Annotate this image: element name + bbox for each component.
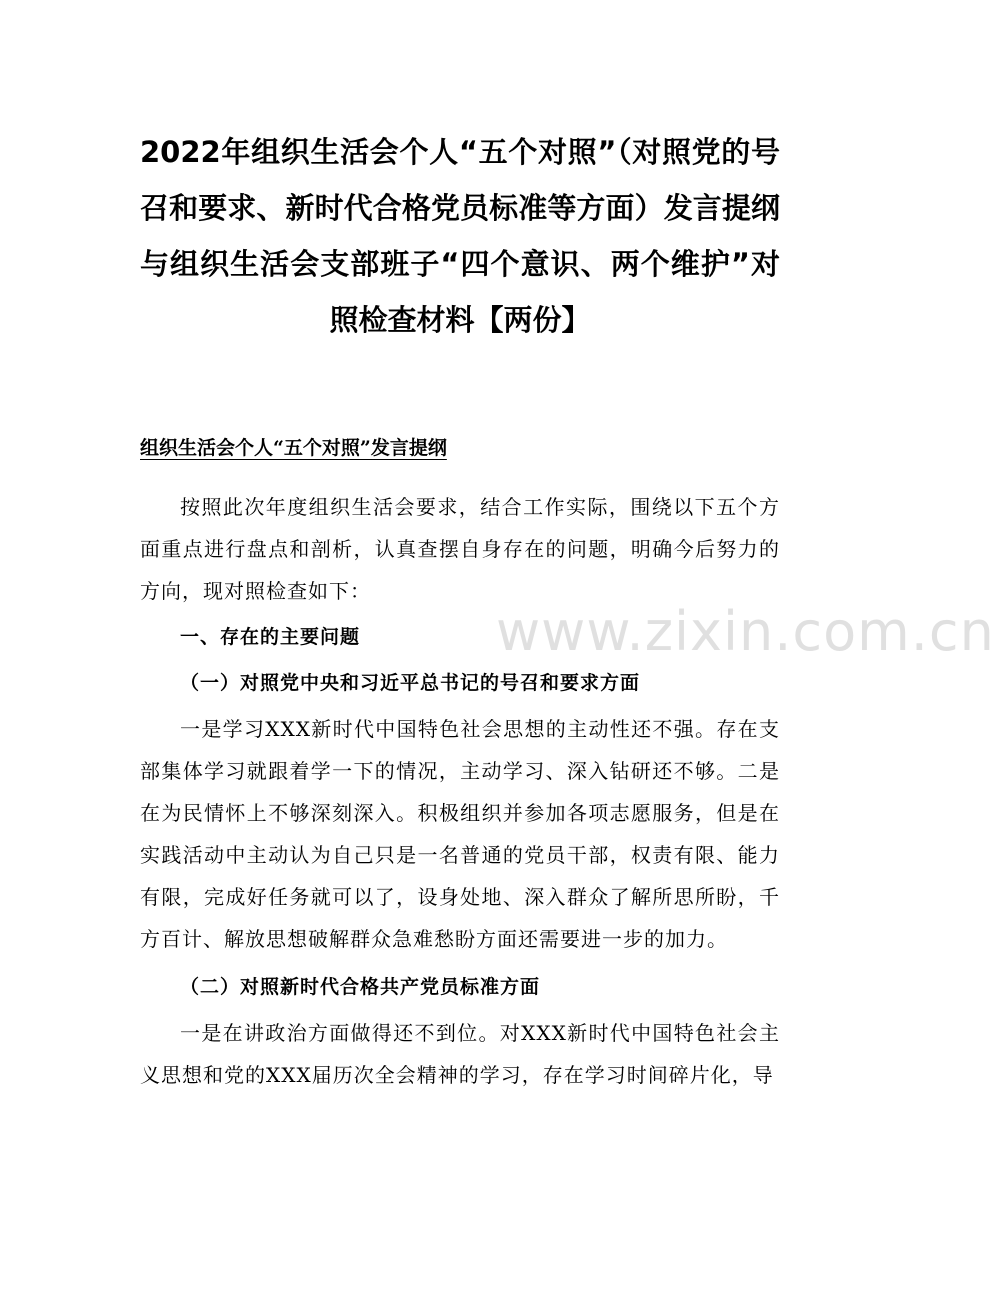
section-heading: 组织生活会个人“五个对照”发言提纲 [140,437,447,459]
document-title: 2022年组织生活会个人“五个对照”（对照党的号召和要求、新时代合格党员标准等方面）发言提纲与组织生活会支部班子“四个意识、两个维护”对照检查材料【两份】 [140,135,780,337]
subsection-one-paragraph: 一是学习XXX新时代中国特色社会思想的主动性还不强。存在支部集体学习就跟着学一下的情况，主动学习、深入钻研还不够。二是在为民情怀上不够深刻深入。积极组织并参加各项志愿服务，但是在实践活动中主动认为自己只是一名普通的党员干部，权责有限、能力有限，完成好任务就可以了，设身处地、深入群众了解所思所盼，千方百计、解放思想破解群众急难愁盼方面还需要进一步的加力。 [140,717,780,951]
intro-paragraph: 按照此次年度组织生活会要求，结合工作实际，围绕以下五个方面重点进行盘点和剖析，认真查摆自身存在的问题，明确今后努力的方向，现对照检查如下： [140,495,780,603]
subsection-two-heading: （二）对照新时代合格共产党员标准方面 [180,976,541,998]
document-body [140,486,780,1096]
part-one-heading: 一、存在的主要问题 [180,626,361,648]
watermark: www.zixin.com.cn [496,600,995,663]
subsection-two-paragraph: 一是在讲政治方面做得还不到位。对XXX新时代中国特色社会主义思想和党的XXX届历次全会精神的学习，存在学习时间碎片化，导 [140,1021,780,1087]
subsection-one-heading: （一）对照党中央和习近平总书记的号召和要求方面 [180,672,641,694]
